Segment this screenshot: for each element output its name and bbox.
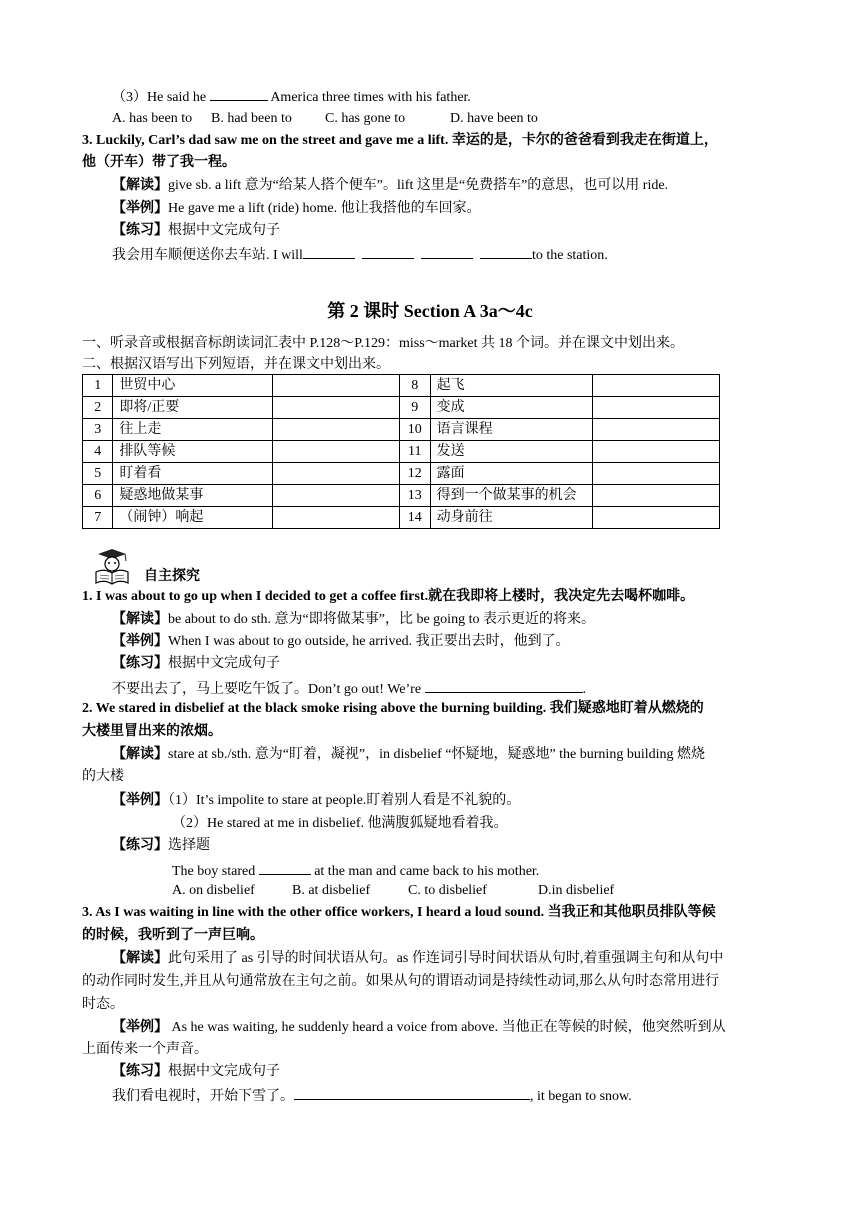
row-number: 14 bbox=[399, 507, 430, 529]
chinese-phrase: 疑惑地做某事 bbox=[113, 485, 273, 507]
q3-option-a: A. has been to bbox=[112, 111, 193, 126]
juli-line bbox=[112, 200, 481, 218]
answer-blank[interactable] bbox=[210, 86, 268, 101]
chinese-phrase: 起飞 bbox=[430, 375, 592, 397]
vocab-table bbox=[82, 374, 720, 529]
row-number: 4 bbox=[83, 441, 113, 463]
q3-option-d: D. have been to bbox=[450, 111, 538, 126]
task-1: 一、听录音或根据音标朗读词汇表中 P.128～P.129：miss～market 共 18 个词。并在课文中划出来。 bbox=[82, 336, 685, 351]
p1-lianxi bbox=[112, 655, 280, 673]
answer-blank[interactable] bbox=[421, 244, 473, 259]
table-row bbox=[83, 397, 720, 419]
table-row bbox=[83, 485, 720, 507]
row-number: 7 bbox=[83, 507, 113, 529]
answer-blank[interactable] bbox=[259, 860, 311, 875]
jiedu-text: stare at sb./sth. 意为“盯着，凝视”，in disbelief “怀疑地，疑惑地” the burning building 燃烧 bbox=[168, 747, 705, 762]
row-number: 13 bbox=[399, 485, 430, 507]
answer-blank[interactable] bbox=[480, 244, 532, 259]
answer-cell[interactable] bbox=[593, 485, 720, 507]
answer-cell[interactable] bbox=[273, 507, 400, 529]
jiedu-text: be about to do sth. 意为“即将做某事”，比 be going to 表示更近的将来。 bbox=[168, 612, 595, 627]
p3-exercise bbox=[112, 1085, 632, 1106]
p2-exercise bbox=[172, 860, 539, 881]
exercise-text: 不要出去了，马上要吃午饭了。Don’t go out! We’re bbox=[112, 682, 425, 697]
q3-option-b: B. had been to bbox=[211, 111, 292, 126]
p1-jiedu bbox=[112, 611, 595, 629]
exercise-end: . bbox=[582, 682, 587, 697]
exercise-end: , it began to snow. bbox=[530, 1089, 632, 1104]
p2-option-c: C. to disbelief bbox=[408, 883, 487, 898]
row-number: 11 bbox=[399, 441, 430, 463]
answer-cell[interactable] bbox=[593, 441, 720, 463]
point-2-heading: 2. We stared in disbelief at the black smoke rising above the burning building. 我们疑惑地盯着从燃烧的 bbox=[82, 701, 704, 716]
exercise-text: The boy stared bbox=[172, 864, 259, 879]
chinese-phrase: 往上走 bbox=[113, 419, 273, 441]
q3-stem-text: （3）He said he bbox=[112, 90, 210, 105]
row-number: 2 bbox=[83, 397, 113, 419]
jiedu-text: give sb. a lift 意为“给某人搭个便车”。lift 这里是“免费搭车”的意思，也可以用 ride. bbox=[168, 178, 669, 193]
chinese-phrase: 发送 bbox=[430, 441, 592, 463]
juli-text: As he was waiting, he suddenly heard a voice from above. 当他正在等候的时候，他突然听到从 bbox=[168, 1020, 726, 1035]
chinese-phrase: 即将/正要 bbox=[113, 397, 273, 419]
table-row bbox=[83, 441, 720, 463]
p2-jiedu bbox=[112, 746, 705, 764]
reading-student-icon bbox=[92, 548, 132, 586]
question-3-stem bbox=[112, 86, 471, 107]
table-row bbox=[83, 419, 720, 441]
p2-juli-2: （2）He stared at me in disbelief. 他满腹狐疑地看着我。 bbox=[172, 816, 508, 831]
sentence-3-heading: 3. Luckily, Carl’s dad saw me on the street and gave me a lift. 幸运的是，卡尔的爸爸看到我走在街道上， bbox=[82, 133, 718, 148]
point-2-heading-cont: 大楼里冒出来的浓烟。 bbox=[82, 724, 222, 739]
row-number: 12 bbox=[399, 463, 430, 485]
chinese-phrase: 变成 bbox=[430, 397, 592, 419]
lianxi-tag: 【练习】 bbox=[112, 1064, 168, 1079]
chinese-phrase: 排队等候 bbox=[113, 441, 273, 463]
p1-juli bbox=[112, 633, 570, 651]
answer-cell[interactable] bbox=[273, 397, 400, 419]
lianxi-tag: 【练习】 bbox=[112, 656, 168, 671]
row-number: 6 bbox=[83, 485, 113, 507]
answer-cell[interactable] bbox=[273, 441, 400, 463]
table-row bbox=[83, 463, 720, 485]
task-2: 二、根据汉语写出下列短语，并在课文中划出来。 bbox=[82, 357, 390, 372]
answer-cell[interactable] bbox=[593, 419, 720, 441]
answer-cell[interactable] bbox=[593, 507, 720, 529]
exercise-end: to the station. bbox=[531, 248, 608, 263]
jiedu-tag: 【解读】 bbox=[112, 178, 168, 193]
p2-juli-1 bbox=[112, 792, 520, 810]
sentence-3-heading-cont: 他（开车）带了我一程。 bbox=[82, 155, 236, 170]
lianxi-line bbox=[112, 222, 280, 240]
p3-lianxi bbox=[112, 1063, 280, 1081]
point-3-heading-cont: 的时候，我听到了一声巨响。 bbox=[82, 928, 264, 943]
juli-text: （1）It’s impolite to stare at people.盯着别人看是不礼貌的。 bbox=[168, 793, 521, 808]
jiedu-tag: 【解读】 bbox=[112, 951, 168, 966]
answer-blank[interactable] bbox=[362, 244, 414, 259]
answer-blank[interactable] bbox=[294, 1085, 530, 1100]
jiedu-tag: 【解读】 bbox=[112, 747, 168, 762]
juli-tag: 【举例】 bbox=[112, 201, 168, 216]
exercise-end: at the man and came back to his mother. bbox=[310, 864, 540, 879]
answer-cell[interactable] bbox=[273, 463, 400, 485]
chinese-phrase: 世贸中心 bbox=[113, 375, 273, 397]
answer-cell[interactable] bbox=[593, 463, 720, 485]
exercise-text: 我们看电视时，开始下雪了。 bbox=[112, 1089, 294, 1104]
explore-heading: 自主探究 bbox=[144, 569, 200, 584]
jiedu-line bbox=[112, 177, 668, 195]
p3-jiedu bbox=[112, 950, 723, 968]
chinese-phrase: 盯着看 bbox=[113, 463, 273, 485]
juli-text: He gave me a lift (ride) home. 他让我搭他的车回家。 bbox=[168, 201, 481, 216]
jiedu-text: 此句采用了 as 引导的时间状语从句。as 作连词引导时间状语从句时,着重强调主句和从句中 bbox=[168, 951, 724, 966]
jiedu-tag: 【解读】 bbox=[112, 612, 168, 627]
juli-tag: 【举例】 bbox=[112, 793, 168, 808]
answer-cell[interactable] bbox=[273, 419, 400, 441]
p2-option-b: B. at disbelief bbox=[292, 883, 371, 898]
p3-jiedu-cont: 的动作同时发生,并且从句通常放在主句之前。如果从句的谓语动词是持续性动词,那么从句时态常用进行 bbox=[82, 974, 719, 989]
table-row bbox=[83, 375, 720, 397]
answer-cell[interactable] bbox=[593, 397, 720, 419]
chinese-phrase: 动身前往 bbox=[430, 507, 592, 529]
answer-cell[interactable] bbox=[593, 375, 720, 397]
lianxi-tag: 【练习】 bbox=[112, 838, 168, 853]
row-number: 10 bbox=[399, 419, 430, 441]
lianxi-text: 根据中文完成句子 bbox=[168, 656, 280, 671]
chinese-phrase: 语言课程 bbox=[430, 419, 592, 441]
p1-exercise bbox=[112, 678, 586, 699]
p3-juli bbox=[112, 1019, 726, 1037]
row-number: 3 bbox=[83, 419, 113, 441]
p3-jiedu-cont-2: 时态。 bbox=[82, 997, 124, 1012]
row-number: 5 bbox=[83, 463, 113, 485]
point-3-heading: 3. As I was waiting in line with the other office workers, I heard a loud sound. 当我正和其他职员排队等候 bbox=[82, 905, 716, 920]
exercise-text: 我会用车顺便送你去车站. I will bbox=[112, 248, 303, 263]
chinese-phrase: 露面 bbox=[430, 463, 592, 485]
answer-blank[interactable] bbox=[303, 244, 355, 259]
q3-stem-end: America three times with his father. bbox=[267, 90, 471, 105]
lianxi-text: 选择题 bbox=[168, 838, 210, 853]
juli-tag: 【举例】 bbox=[112, 1020, 168, 1035]
chinese-phrase: 得到一个做某事的机会 bbox=[430, 485, 592, 507]
lesson-title: 第 2 课时 Section A 3a～4c bbox=[327, 301, 533, 321]
p2-jiedu-cont: 的大楼 bbox=[82, 769, 124, 784]
q3-option-c: C. has gone to bbox=[325, 111, 406, 126]
row-number: 1 bbox=[83, 375, 113, 397]
answer-cell[interactable] bbox=[273, 485, 400, 507]
exercise-line bbox=[112, 244, 608, 265]
p2-option-a: A. on disbelief bbox=[172, 883, 255, 898]
lianxi-text: 根据中文完成句子 bbox=[168, 1064, 280, 1079]
chinese-phrase: （闹钟）响起 bbox=[113, 507, 273, 529]
row-number: 8 bbox=[399, 375, 430, 397]
table-row bbox=[83, 507, 720, 529]
p2-option-d: D.in disbelief bbox=[538, 883, 615, 898]
juli-text: When I was about to go outside, he arrived. 我正要出去时，他到了。 bbox=[168, 634, 570, 649]
answer-cell[interactable] bbox=[273, 375, 400, 397]
p2-lianxi bbox=[112, 837, 210, 855]
lianxi-text: 根据中文完成句子 bbox=[168, 223, 280, 238]
point-1-heading: 1. I was about to go up when I decided to get a coffee first.就在我即将上楼时，我决定先去喝杯咖啡。 bbox=[82, 589, 695, 604]
lianxi-tag: 【练习】 bbox=[112, 223, 168, 238]
row-number: 9 bbox=[399, 397, 430, 419]
p3-juli-cont: 上面传来一个声音。 bbox=[82, 1042, 208, 1057]
answer-blank[interactable] bbox=[425, 678, 583, 693]
juli-tag: 【举例】 bbox=[112, 634, 168, 649]
